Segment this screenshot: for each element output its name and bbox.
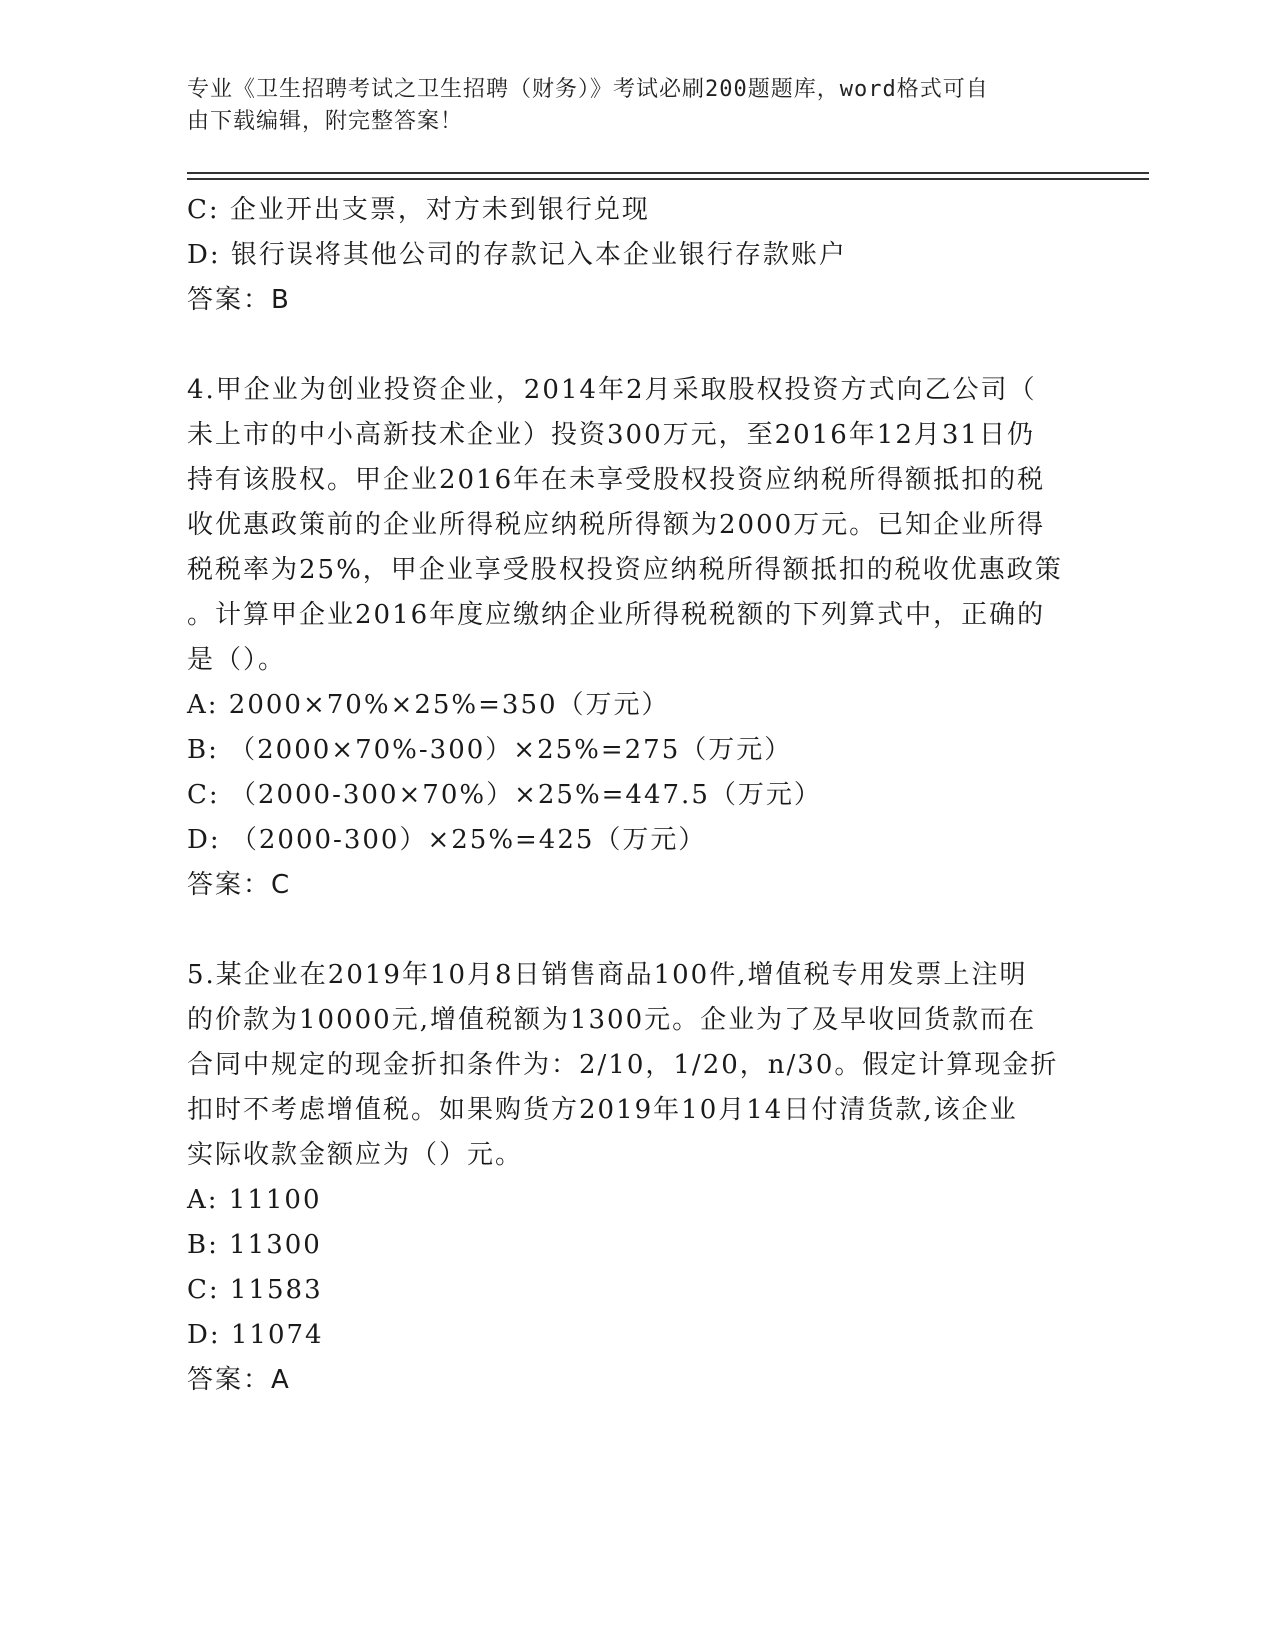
question-stem-line: 收优惠政策前的企业所得税应纳税所得额为2000万元。已知企业所得 [187,510,1046,540]
question-stem-line: 持有该股权。甲企业2016年在未享受股权投资应纳税所得额抵扣的税 [187,465,1046,495]
option-a: A: 2000×70%×25%=350（万元） [187,690,670,720]
question-stem-line: 是（）。 [187,645,287,675]
question-stem-line: 合同中规定的现金折扣条件为：2/10，1/20，n/30。假定计算现金折 [187,1050,1059,1080]
question-stem-line: 5.某企业在2019年10月8日销售商品100件,增值税专用发票上注明 [187,960,1028,990]
question-stem-line: 税税率为25%，甲企业享受股权投资应纳税所得额抵扣的税收优惠政策 [187,555,1063,585]
spacer [187,908,1087,953]
header-line-1: 专业《卫生招聘考试之卫生招聘（财务）》考试必刷200题题库，word格式可自 [187,77,989,102]
option-a: A: 11100 [187,1185,322,1215]
question-stem-line: 实际收款金额应为（）元。 [187,1140,524,1170]
option-c: C: 企业开出支票，对方未到银行兑现 [187,195,650,225]
header-line-2: 由下载编辑，附完整答案！ [187,109,464,134]
option-d: D: （2000-300）×25%=425（万元） [187,825,707,855]
question-stem-line: 扣时不考虑增值税。如果购货方2019年10月14日付清货款,该企业 [187,1095,1018,1125]
prev-question [187,188,1087,323]
header-divider-bottom [187,178,1149,180]
spacer [187,323,1087,368]
answer: 答案：B [187,285,291,315]
question-5 [187,953,1087,1403]
question-stem-line: 。计算甲企业2016年度应缴纳企业所得税税额的下列算式中，正确的 [187,600,1046,630]
document-body [187,188,1087,1403]
option-d: D: 银行误将其他公司的存款记入本企业银行存款账户 [187,240,847,270]
answer: 答案：A [187,1365,291,1395]
option-d: D: 11074 [187,1320,324,1350]
header-divider-top [187,172,1149,174]
answer: 答案：C [187,870,292,900]
option-c: C: （2000-300×70%）×25%=447.5（万元） [187,780,822,810]
question-stem-line: 的价款为10000元,增值税额为1300元。企业为了及早收回货款而在 [187,1005,1037,1035]
question-stem-line: 未上市的中小高新技术企业）投资300万元，至2016年12月31日仍 [187,420,1035,450]
question-stem-line: 4.甲企业为创业投资企业，2014年2月采取股权投资方式向乙公司（ [187,375,1037,405]
option-c: C: 11583 [187,1275,323,1305]
option-b: B: 11300 [187,1230,322,1260]
document-header [187,74,1067,138]
question-4 [187,368,1087,908]
option-b: B: （2000×70%-300）×25%=275（万元） [187,735,793,765]
